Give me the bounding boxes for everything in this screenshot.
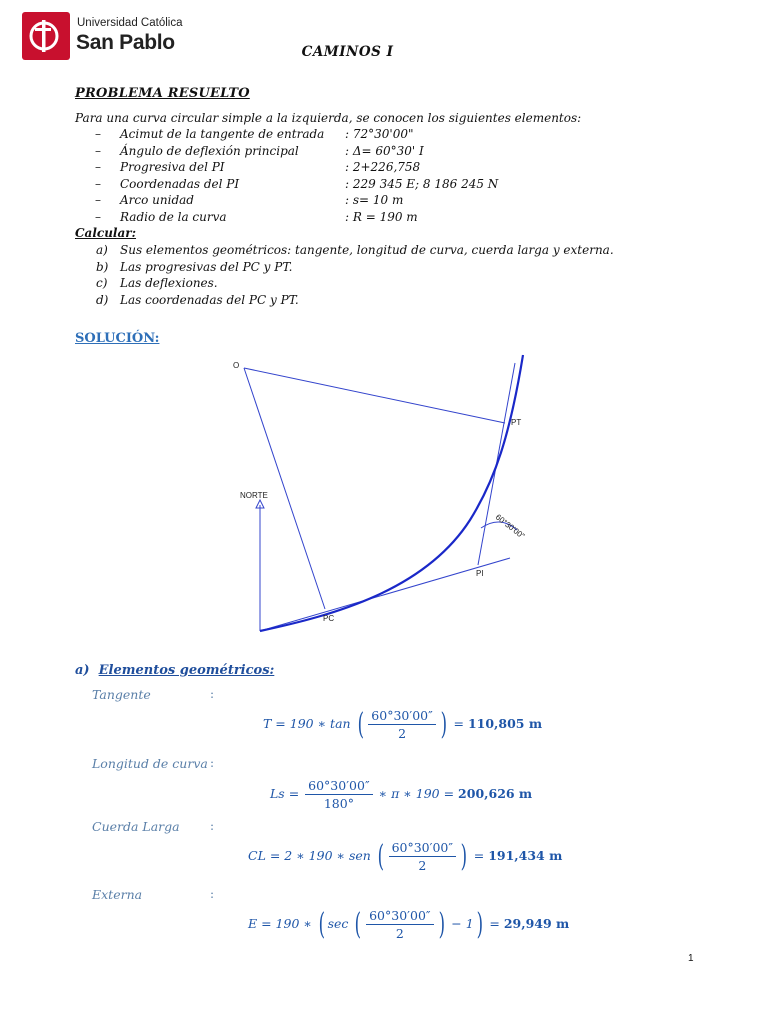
label-angle: 60°30'00"	[493, 512, 527, 541]
equation-externa: E = 190 ∗ ( sec ( $\frac{60^\circ 30'00''}{2}$ ) − 1) = 29,949 m	[248, 906, 570, 942]
result-longitud-curva: 200,626 m	[458, 786, 533, 801]
list-item: c) Las deflexiones.	[96, 276, 218, 291]
list-item: – Ángulo de deflexión principal : Δ= 60°30' I	[95, 143, 424, 158]
label-colon: :	[210, 756, 215, 770]
label-tangente: Tangente	[92, 687, 151, 702]
label-pi: PI	[476, 569, 484, 578]
item-value: : s= 10 m	[345, 193, 404, 208]
calcular-heading: Calcular:	[75, 226, 137, 240]
document-title: CAMINOS I	[301, 44, 394, 60]
label-colon: :	[210, 819, 215, 833]
label-norte: NORTE	[240, 491, 268, 500]
item-label: Acimut de la tangente de entrada	[120, 127, 325, 141]
solution-heading: SOLUCIÓN:	[75, 331, 160, 346]
list-item: – Acimut de la tangente de entrada : 72°30'00"	[95, 127, 414, 141]
curve-diagram	[225, 350, 545, 640]
radius-line-o-pc	[244, 368, 325, 609]
list-item: d) Las coordenadas del PC y PT.	[96, 292, 299, 307]
item-label: Ángulo de deflexión principal	[120, 143, 299, 158]
logo-line-2: San Pablo	[76, 31, 175, 54]
label-longitud-curva: Longitud de curva	[92, 756, 208, 771]
radius-line-o-pt	[244, 368, 505, 423]
list-item: – Coordenadas del PI : 229 345 E; 8 186 245 N	[95, 176, 499, 191]
page-number: 1	[688, 953, 694, 964]
label-externa: Externa	[92, 887, 143, 902]
item-label: Progresiva del PI	[120, 160, 225, 175]
logo-line-1: Universidad Católica	[77, 17, 183, 29]
item-label: Coordenadas del PI	[120, 176, 240, 191]
problem-intro: Para una curva circular simple a la izquierda, se conocen los siguientes elementos:	[75, 111, 582, 125]
circular-curve	[260, 355, 523, 631]
list-item: – Radio de la curva : R = 190 m	[95, 209, 418, 224]
item-value: : R = 190 m	[345, 209, 418, 224]
list-item: a) Sus elementos geométricos: tangente, longitud de curva, cuerda larga y externa.	[96, 243, 614, 257]
result-externa: 29,949 m	[503, 916, 570, 931]
label-pt: PT	[511, 418, 522, 427]
section-index: a)	[75, 663, 90, 678]
list-item: – Progresiva del PI : 2+226,758	[95, 160, 421, 175]
equation-tangente: T = 190 ∗ tan ( $\frac{60^\circ 30'00''}{2}$ ) = 110,805 m	[263, 706, 543, 742]
item-value: : Δ= 60°30' I	[345, 143, 424, 158]
result-cuerda-larga: 191,434 m	[488, 848, 563, 863]
item-label: Radio de la curva	[120, 209, 227, 224]
item-value: : 2+226,758	[345, 160, 421, 175]
item-label: Arco unidad	[120, 193, 194, 208]
section-title: Elementos geométricos:	[98, 663, 275, 678]
result-tangente: 110,805 m	[467, 716, 543, 731]
item-value: : 72°30'00"	[345, 127, 414, 141]
list-item: – Arco unidad : s= 10 m	[95, 193, 404, 208]
section-a-heading	[75, 663, 274, 678]
problem-heading: PROBLEMA RESUELTO	[75, 86, 250, 101]
label-cuerda-larga: Cuerda Larga	[92, 819, 180, 834]
label-o: O	[233, 361, 240, 370]
calcular-list	[96, 242, 696, 308]
item-value: : 229 345 E; 8 186 245 N	[345, 176, 499, 191]
label-colon: :	[210, 687, 215, 701]
equation-cuerda-larga: CL = 2 ∗ 190 ∗ sen ( $\frac{60^\circ 30'00''}{2}$ ) = 191,434 m	[248, 838, 563, 874]
label-colon: :	[210, 887, 215, 901]
given-elements-list	[95, 126, 655, 226]
entry-tangent-line	[260, 558, 510, 631]
list-item: b) Las progresivas del PC y PT.	[96, 259, 293, 274]
label-pc: PC	[323, 614, 335, 623]
equation-longitud-curva: Ls = $\frac{60^\circ 30'00''}{180^\circ}$ ∗ π ∗ 190 = 200,626 m	[270, 778, 533, 811]
